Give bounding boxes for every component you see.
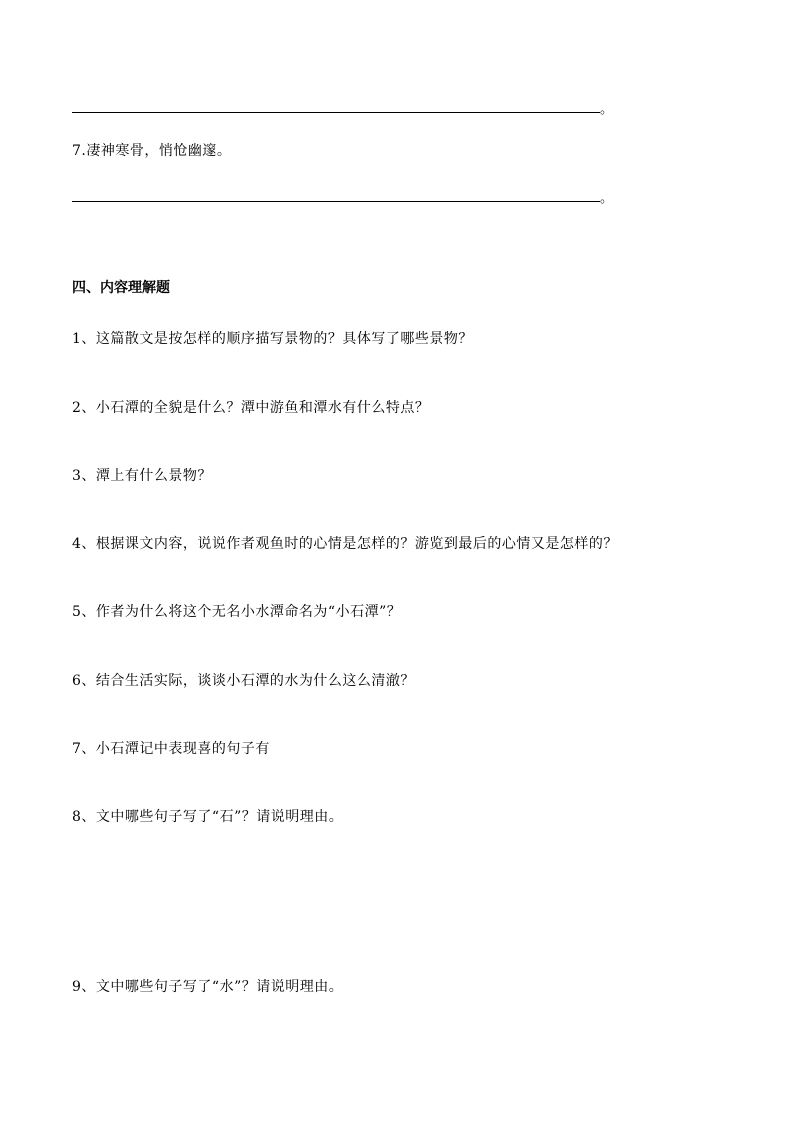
question-2: 2、小石潭的全貌是什么？潭中游鱼和潭水有什么特点？ (72, 400, 430, 416)
translation-item-7: 7.凄神寒骨，悄怆幽邃。 (72, 143, 232, 159)
question-8: 8、文中哪些句子写了“石”？请说明理由。 (72, 809, 344, 825)
question-7: 7、小石潭记中表现喜的句子有 (72, 741, 270, 757)
line-end-mark-item-6: 。 (600, 102, 614, 117)
line-end-mark-item-7: 。 (600, 191, 614, 206)
question-5: 5、作者为什么将这个无名小水潭命名为“小石潭”？ (72, 604, 402, 620)
question-6: 6、结合生活实际，谈谈小石潭的水为什么这么清澈？ (72, 673, 415, 689)
question-4: 4、根据课文内容，说说作者观鱼时的心情是怎样的？游览到最后的心情又是怎样的？ (72, 536, 618, 552)
question-1: 1、这篇散文是按怎样的顺序描写景物的？具体写了哪些景物？ (72, 331, 473, 347)
section-heading: 四、内容理解题 (72, 280, 170, 296)
answer-line-item-6 (72, 112, 600, 113)
question-3: 3、潭上有什么景物？ (72, 468, 212, 484)
answer-line-item-7 (72, 201, 600, 202)
question-9: 9、文中哪些句子写了“水”？请说明理由。 (72, 979, 344, 995)
